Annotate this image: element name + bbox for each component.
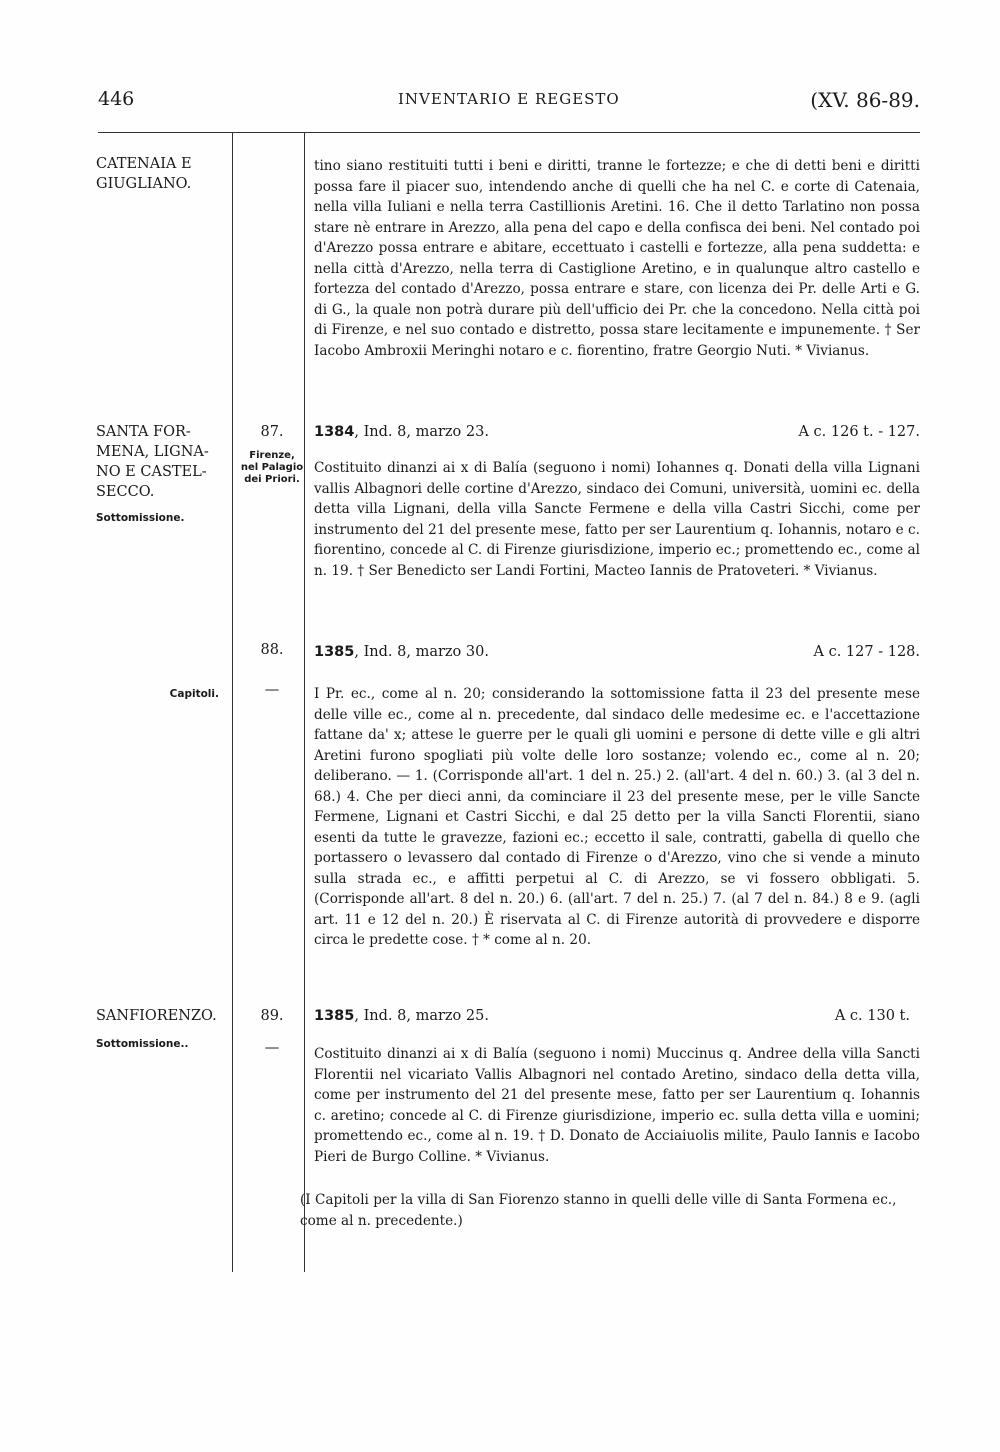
column-rule-right — [304, 132, 305, 1272]
document-range: (XV. 86-89. — [810, 88, 920, 112]
entry89-number: 89. — [260, 1008, 284, 1024]
entry88-mid — [240, 640, 304, 700]
entry0-place: CATENAIA E GIUGLIANO. — [96, 156, 192, 192]
entry87-header — [314, 422, 920, 442]
entry87-place: SANTA FOR-MENA, LIGNA-NO E CASTEL-SECCO. — [96, 424, 209, 500]
entry88-number: 88. — [260, 642, 284, 658]
entry89-mid — [240, 1006, 304, 1058]
entry88-date: , Ind. 8, marzo 30. — [354, 644, 489, 660]
entry88-subject: Capitoli. — [169, 688, 219, 700]
entry88-margin — [96, 684, 231, 704]
entry87-ref: A c. 126 t. - 127. — [798, 424, 920, 440]
entry89-place: SANFIORENZO. — [96, 1008, 217, 1024]
entry89-note: (I Capitoli per la villa di San Fiorenzo stanno in quelli delle ville di Santa Formena ec., come al n. precedente.) — [300, 1192, 897, 1229]
entry87-location: Firenze, nel Palagio dei Priori. — [240, 450, 304, 485]
column-rule-left — [232, 132, 233, 1272]
entry89-ref: A c. 130 t. — [834, 1008, 910, 1024]
entry87-subject: Sottomissione. — [96, 512, 185, 524]
entry89-text: Costituito dinanzi ai x di Balía (seguono i nomi) Muccinus q. Andree della villa Sancti Florentii nel vicariato Vallis Albagnori nel contado Aretino, sindaco della detta villa, come per instrumento del 21 del presente mese, fatto per ser Laurentium q. Iohannis c. aretino; concede al C. di Firenze giurisdizione, imperio ec. sulla detta villa e uomini; promettendo ec., come al n. 19. † D. Donato de Acciaiuolis milite, Paulo Iannis e Iacobo Pieri de Burgo Colline. * Vivianus. — [314, 1046, 920, 1165]
entry88-header — [314, 642, 920, 662]
entry88-text: I Pr. ec., come al n. 20; considerando la sottomissione fatta il 23 del presente mese delle ville ec., come al n. precedente, dal sindaco delle medesime ec. e l'accettazione fattane da' x; attese le guerre per le quali gli uomini e persone di dette ville e gli altri Aretini furono spogliati più volte delle loro sostanze; volendo ec., come al n. 20; deliberano. — 1. (Corrisponde all'art. 1 del n. 25.) 2. (all'art. 4 del n. 60.) 3. (al 3 del n. 68.) 4. Che per dieci anni, da cominciare il 23 del presente mese, per le ville Sancte Fermene, Lignani et Castri Sicchi, e dal 25 detto per la villa Sancti Florentii, siano esenti da tutte le gravezze, fazioni ec.; eccetto il sale, contratti, gabella di quello che portassero o levassero dal contado di Firenze o d'Arezzo, vino che si vende a minuto sulla strada ec., e affitti perpetui al C. di Arezzo, se vi fossero obbligati. 5. (Corrisponde all'art. 8 del n. 20.) 6. (all'art. 7 del n. 25.) 7. (al 7 del n. 84.) 8 e 9. (agli art. 11 e 12 del n. 20.) È riservata al C. di Firenze autorità di provvedere e disporre circa le predette cose. † * come al n. 20. — [314, 686, 920, 948]
entry89-subject: Sottomissione.. — [96, 1038, 189, 1050]
page-header — [98, 88, 920, 114]
entry87-number: 87. — [260, 424, 284, 440]
entry88-year: 1385 — [314, 644, 355, 660]
entry87-year: 1384 — [314, 424, 355, 440]
entry88-location: — — [264, 682, 280, 698]
entry87-mid — [240, 422, 304, 486]
entry88-ref: A c. 127 - 128. — [813, 644, 920, 660]
entry87-margin — [96, 422, 231, 528]
entry0-text: tino siano restituiti tutti i beni e diritti, tranne le fortezze; e che di detti beni e diritti possa fare il piacer suo, intendendo anche di quelli che ha nel C. e corte di Catenaia, nella villa Iuliani e nella terra Castillionis Aretini. 16. Che il detto Tarlatino non possa stare nè entrare in Arezzo, alla pena del capo e della confisca dei beni. Nel contado poi d'Arezzo possa entrare e abitare, eccettuato i castelli e fortezze, alla pena suddetta: e nella città d'Arezzo, nella terra di Castiglione Aretino, e in qualunque altro castello e fortezza del contado d'Arezzo, possa entrare e stare, con licenza dei Pr. delle Arti e G. di G., la quale non potrà durare più dell'ufficio dei Pr. che la concedono. Nella città poi di Firenze, e nel suo contado e distretto, possa stare lecitamente e impunemente. † Ser Iacobo Ambroxii Meringhi notaro e c. fiorentino, fratre Georgio Nuti. * Vivianus. — [314, 158, 920, 359]
header-rule — [98, 132, 920, 133]
running-title: INVENTARIO E REGESTO — [398, 90, 620, 108]
entry89-date: , Ind. 8, marzo 25. — [354, 1008, 489, 1024]
page-number: 446 — [98, 88, 135, 110]
entry87-text: Costituito dinanzi ai x di Balía (seguono i nomi) Iohannes q. Donati della villa Lignani vallis Albagnori delle cortine d'Arezzo, sindaco dei Comuni, università, uomini ec. della detta villa Lignani, della villa Sancte Fermene e della villa Castri Sicchi, come per instrumento del 21 del presente mese, fatto per ser Laurentium q. Iohannis, notaro e c. fiorentino, concede al C. di Firenze giurisdizione, imperio ec.; promettendo ec., come al n. 19. † Ser Benedicto ser Landi Fortini, Macteo Iannis de Pratoveteri. * Vivianus. — [314, 460, 920, 579]
entry89-location: — — [264, 1040, 280, 1056]
entry89-header — [314, 1006, 920, 1026]
entry87-date: , Ind. 8, marzo 23. — [354, 424, 489, 440]
entry89-margin — [96, 1006, 231, 1054]
entry89-year: 1385 — [314, 1008, 355, 1024]
